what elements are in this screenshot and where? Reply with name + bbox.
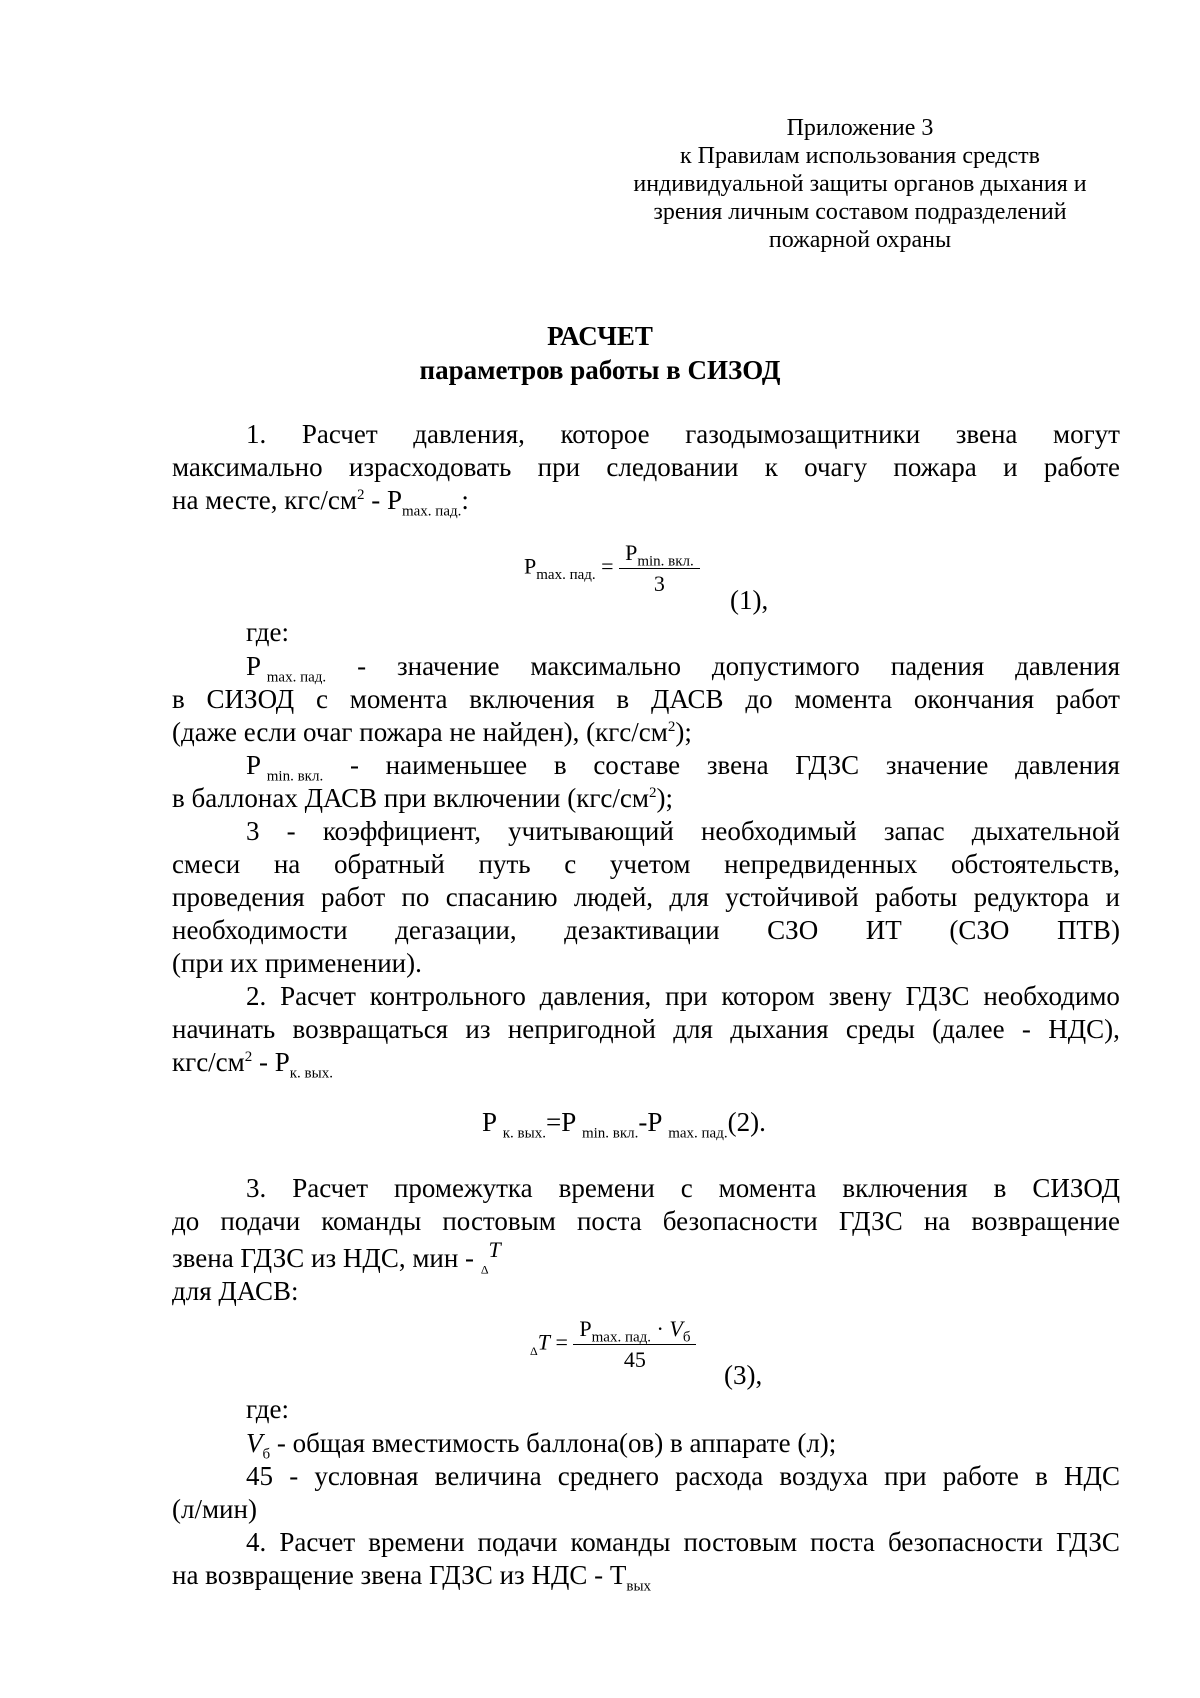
formula-symbol: P (524, 553, 537, 579)
text-word: момента (349, 684, 448, 714)
text-word: - (286, 816, 296, 846)
text-word: Расчет (301, 419, 378, 449)
text-word: звена (955, 419, 1018, 449)
text-word: в (616, 684, 630, 714)
text-word: поста (576, 1206, 642, 1236)
text-word: (СЗО (949, 915, 1010, 945)
text-span: в баллонах ДАСВ при включении (кгс/см (172, 783, 649, 813)
text-word: контрольного (369, 981, 526, 1011)
text-span (246, 749, 324, 785)
text-word: которое (560, 419, 650, 449)
text-word: условная (314, 1461, 419, 1491)
text-word: и (1003, 452, 1018, 482)
text-word: составе (593, 750, 681, 780)
text-word: пожара (893, 452, 977, 482)
formula-3 (530, 1316, 696, 1373)
section3-line1 (246, 1172, 1120, 1205)
formula-symbol: P (579, 1316, 592, 1341)
text-span: ); (656, 783, 673, 813)
text-word: максимально (172, 452, 323, 482)
subscript: max. пад. (536, 566, 596, 583)
text-word: постовым (442, 1206, 556, 1236)
text-word: давления, (413, 419, 525, 449)
subscript: Δ (530, 1343, 538, 1358)
text-word: газодымозащитники (685, 419, 921, 449)
text-word: СИЗОД (1032, 1173, 1120, 1203)
formula-2 (482, 1106, 766, 1142)
text-word: необходимости (172, 915, 348, 945)
text-word: с (564, 849, 577, 879)
text-word: запас (883, 816, 945, 846)
formula-symbol: = (555, 1329, 568, 1355)
superscript: 2 (648, 785, 657, 801)
text-word: включения (842, 1173, 968, 1203)
subscript: max. пад. (591, 1329, 652, 1346)
appendix-line: Приложение 3 (786, 115, 934, 141)
def-45-line1 (246, 1460, 1120, 1493)
formula-symbol: -P (638, 1107, 662, 1137)
text-word: максимально (530, 651, 681, 681)
text-span: на возвращение звена ГДЗС из НДС - Т (172, 1560, 627, 1590)
text-word: времени (558, 1173, 655, 1203)
text-word: необходимый (700, 816, 857, 846)
text-word: СЗО (767, 915, 819, 945)
text-word: с (680, 1173, 693, 1203)
section2-line3 (172, 1046, 333, 1082)
text-word: - (349, 750, 359, 780)
text-word: среды (845, 1014, 915, 1044)
text-word: смеси (172, 849, 241, 879)
text-word: ДАСВ (650, 684, 724, 714)
text-word: воздуха (779, 1461, 868, 1491)
appendix-line: зрения личным составом подразделений (653, 199, 1067, 225)
text-word: для (669, 882, 709, 912)
text-word: учитывающий (508, 816, 674, 846)
superscript: 2 (244, 1049, 253, 1065)
text-word: возвращаться (292, 1014, 449, 1044)
formula-symbol: P (246, 750, 261, 780)
text-word: до (745, 684, 773, 714)
text-word: ГДЗС (905, 981, 970, 1011)
text-word: путь (478, 849, 531, 879)
text-word: начинать (172, 1014, 276, 1044)
subscript: max. пад. (401, 503, 462, 520)
text-word: промежутка (393, 1173, 533, 1203)
fraction-denominator: 3 (653, 571, 665, 596)
subscript: вых (626, 1578, 652, 1595)
text-word: звену (828, 981, 892, 1011)
fraction (573, 1316, 696, 1373)
text-word: - (357, 651, 367, 681)
section2-line2 (172, 1013, 1120, 1046)
where-label: где: (246, 617, 289, 647)
def-45-line2: (л/мин) (172, 1494, 257, 1524)
text-word: спасанию (445, 882, 558, 912)
text-word: 1. (246, 419, 267, 449)
def3-line2 (172, 848, 1120, 881)
text-word: следовании (606, 452, 739, 482)
text-word: НДС (1064, 1461, 1120, 1491)
text-word: к (764, 452, 778, 482)
text-word: звена (706, 750, 769, 780)
text-word: обратный (333, 849, 445, 879)
text-word: дегазации, (395, 915, 517, 945)
text-word: Расчет (292, 1173, 369, 1203)
formula-symbol: P (482, 1107, 497, 1137)
text-word: могут (1053, 419, 1120, 449)
text-word: дезактивации (564, 915, 720, 945)
text-word: - (289, 1461, 299, 1491)
superscript: 2 (667, 719, 676, 735)
def1-line3 (172, 716, 692, 749)
document-subtitle: параметров работы в СИЗОД (419, 355, 781, 385)
text-word: проведения (172, 882, 305, 912)
text-word: - (1021, 1014, 1031, 1044)
def3-line1 (246, 815, 1120, 848)
text-word: момента (718, 1173, 817, 1203)
text-span (246, 650, 327, 686)
text-word: по (401, 882, 430, 912)
text-word: работы (874, 882, 958, 912)
appendix-line: индивидуальной защиты органов дыхания и (633, 171, 1087, 197)
subscript: б (262, 1446, 271, 1463)
text-word: непредвиденных (724, 849, 918, 879)
def3-line4 (172, 914, 1120, 947)
appendix-header (620, 114, 1100, 254)
text-span: звена ГДЗС из НДС, мин - (172, 1243, 481, 1273)
text-word: обстоятельств, (951, 849, 1120, 879)
text-word: команды (321, 1206, 422, 1236)
text-word: окончания (913, 684, 1034, 714)
text-word: поста (810, 1527, 875, 1557)
text-word: при (537, 452, 581, 482)
text-word: момента (794, 684, 893, 714)
subscript: max. пад. (266, 669, 327, 686)
text-word: непригодной (507, 1014, 656, 1044)
fraction-denominator: 45 (623, 1347, 646, 1372)
text-word: ГДЗС (795, 750, 860, 780)
section1-line3 (172, 484, 469, 520)
section1-line1 (246, 418, 1120, 451)
text-word: устойчивой (725, 882, 859, 912)
text-word: котором (721, 981, 815, 1011)
text-word: из (465, 1014, 491, 1044)
text-word: подачи (477, 1527, 558, 1557)
text-word: безопасности (887, 1527, 1043, 1557)
formula-symbol: · (651, 1316, 670, 1341)
appendix-line: к Правилам использования средств (680, 143, 1040, 169)
text-word: ИТ (865, 915, 902, 945)
text-word: 3 (246, 816, 260, 846)
text-word: расхода (675, 1461, 764, 1491)
text-word: 2. (246, 981, 267, 1011)
text-word: в (993, 1173, 1007, 1203)
text-span: - общая вместимость баллона(ов) в аппарате (л); (270, 1428, 837, 1458)
text-word: Расчет (279, 1527, 356, 1557)
subscript: к. вых. (502, 1125, 546, 1142)
subscript: к. вых. (289, 1065, 333, 1082)
def1-line2 (172, 683, 1120, 716)
text-word: очагу (804, 452, 868, 482)
text-word: с (315, 684, 328, 714)
text-word: давления (1015, 651, 1120, 681)
section3-line4: для ДАСВ: (172, 1276, 299, 1306)
text-span: - P (364, 485, 402, 515)
text-word: СИЗОД (206, 684, 295, 714)
formula-symbol: T (537, 1329, 550, 1355)
text-word: 45 (246, 1461, 273, 1491)
text-word: для (673, 1014, 713, 1044)
text-word: работ (321, 882, 386, 912)
text-word: редуктора (973, 882, 1090, 912)
formula-number: (2). (727, 1107, 766, 1137)
section2-line1 (246, 980, 1120, 1013)
formula-symbol: T (488, 1237, 501, 1262)
text-span: на месте, кгс/см (172, 485, 357, 515)
text-word: израсходовать (348, 452, 512, 482)
text-span: - P (252, 1047, 290, 1077)
formula-symbol: P (246, 651, 261, 681)
subscript: Δ (480, 1262, 489, 1277)
subscript: min. вкл. (637, 553, 694, 570)
def2-line2 (172, 782, 673, 815)
text-word: значение (396, 651, 500, 681)
formula-symbol: =P (545, 1107, 576, 1137)
text-word: Расчет (280, 981, 356, 1011)
text-span: ); (675, 717, 692, 747)
text-word: при (884, 1461, 927, 1491)
where-label: где: (246, 1394, 289, 1424)
def3-line5: (при их применении). (172, 948, 422, 978)
text-word: падения (890, 651, 985, 681)
text-word: людей, (573, 882, 654, 912)
text-word: безопасности (662, 1206, 818, 1236)
text-word: давления (1015, 750, 1120, 780)
text-word: 3. (246, 1173, 267, 1203)
text-word: коэффициент, (322, 816, 481, 846)
text-span: кгс/см (172, 1047, 245, 1077)
text-word: наименьшее (385, 750, 528, 780)
formula-symbol: V (669, 1316, 683, 1341)
text-word: команды (570, 1527, 671, 1557)
section1-line2 (172, 451, 1120, 484)
subscript: min. вкл. (581, 1125, 639, 1142)
formula-symbol: = (601, 553, 614, 579)
section3-line2 (172, 1205, 1120, 1238)
section3-line3 (172, 1237, 501, 1277)
formula-1 (524, 540, 700, 597)
subscript: max. пад. (668, 1125, 728, 1142)
def-v-line (246, 1427, 837, 1463)
text-word: (далее (932, 1014, 1005, 1044)
text-word: работе (942, 1461, 1019, 1491)
text-word: необходимо (983, 981, 1120, 1011)
text-word: давления, (539, 981, 652, 1011)
text-span: : (461, 485, 469, 515)
subscript: б (682, 1329, 691, 1346)
formula-1-number: (1), (730, 585, 769, 615)
text-word: до (172, 1206, 200, 1236)
section4-line2 (172, 1559, 652, 1595)
text-word: постовым (683, 1527, 798, 1557)
text-word: времени (368, 1527, 465, 1557)
section4-line1 (246, 1526, 1120, 1559)
fraction-numerator (573, 1316, 696, 1345)
def3-line3 (172, 881, 1120, 914)
text-word: возвращение (971, 1206, 1120, 1236)
superscript: 2 (356, 487, 365, 503)
text-word: и (1105, 882, 1120, 912)
text-word: дыхания (730, 1014, 829, 1044)
text-word: ГДЗС (838, 1206, 903, 1236)
text-word: работе (1043, 452, 1120, 482)
text-word: ПТВ) (1056, 915, 1120, 945)
document-title: РАСЧЕТ (547, 321, 653, 351)
text-word: ГДЗС (1056, 1527, 1120, 1557)
text-word: в (1035, 1461, 1048, 1491)
subscript: min. вкл. (266, 768, 324, 785)
text-word: на (923, 1206, 951, 1236)
text-word: НДС), (1048, 1014, 1120, 1044)
text-word: в (172, 684, 185, 714)
text-word: на (273, 849, 301, 879)
formula-3-number: (3), (724, 1360, 763, 1390)
text-span: (даже если очаг пожара не найден), (кгс/см (172, 717, 668, 747)
appendix-line: пожарной охраны (768, 227, 952, 253)
text-word: среднего (557, 1461, 659, 1491)
def1-line1 (246, 650, 1120, 686)
text-word: допустимого (711, 651, 860, 681)
formula-symbol: V (246, 1428, 263, 1458)
text-word: работ (1055, 684, 1120, 714)
text-word: 4. (246, 1527, 267, 1557)
text-word: величина (434, 1461, 542, 1491)
fraction-numerator (619, 540, 700, 569)
text-word: значение (885, 750, 989, 780)
def2-line1 (246, 749, 1120, 785)
text-word: учетом (609, 849, 691, 879)
text-word: в (553, 750, 567, 780)
text-word: дыхательной (971, 816, 1120, 846)
fraction (619, 540, 700, 597)
text-word: при (665, 981, 708, 1011)
text-word: включения (469, 684, 595, 714)
formula-symbol: P (625, 540, 638, 565)
text-word: подачи (220, 1206, 301, 1236)
